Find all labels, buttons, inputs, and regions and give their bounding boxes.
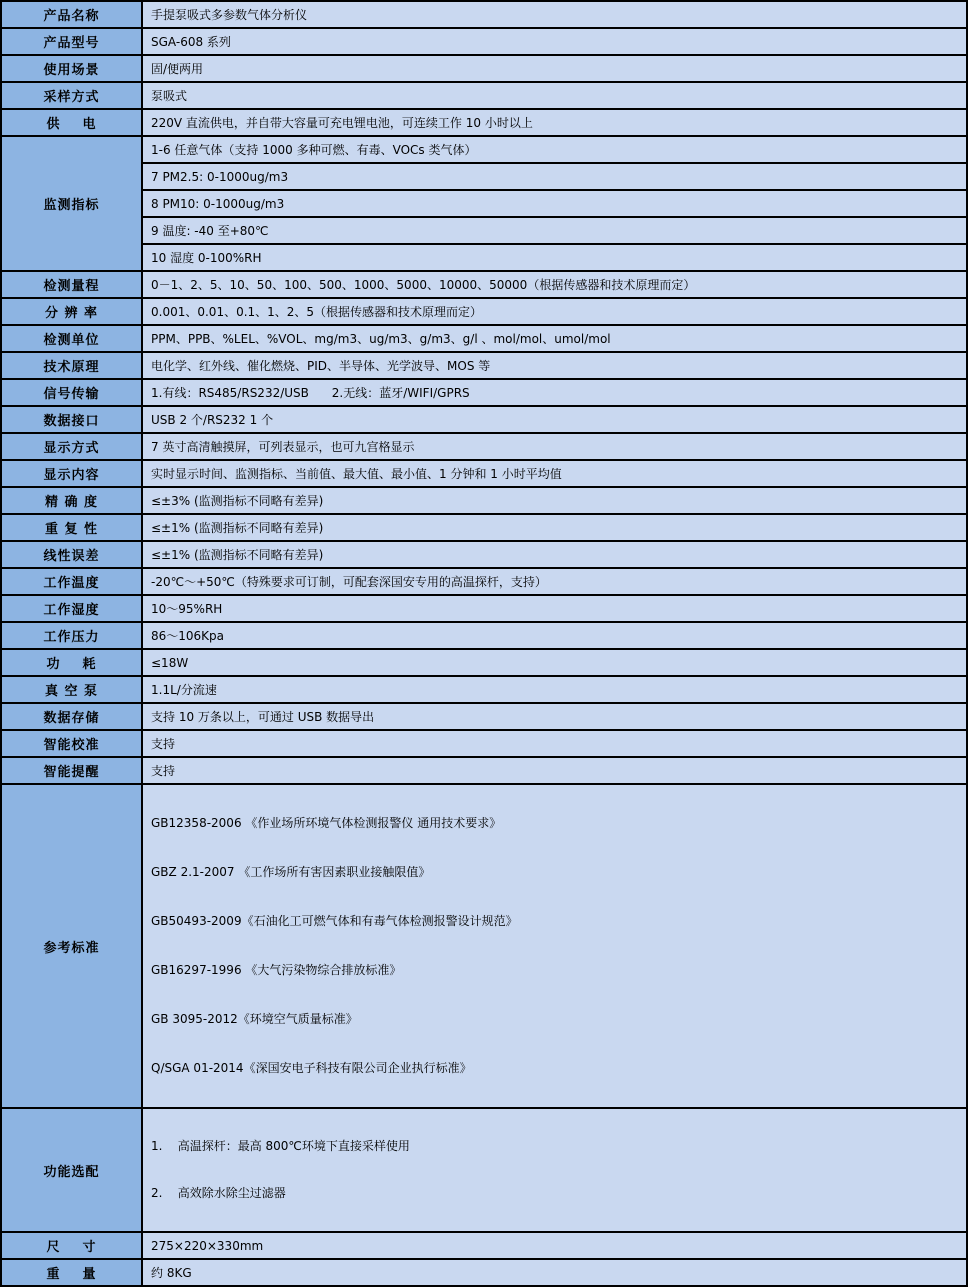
value-monitoring-indicator-4: 9 温度: -40 至+80℃ bbox=[142, 217, 967, 244]
row-usage-scenario bbox=[1, 55, 967, 82]
label-resolution: 分 辨 率 bbox=[1, 298, 142, 325]
reference-standard-2: GBZ 2.1-2007 《工作场所有害因素职业接触限值》 bbox=[151, 865, 431, 879]
label-repeatability: 重 复 性 bbox=[1, 514, 142, 541]
row-working-temperature bbox=[1, 568, 967, 595]
row-data-interface bbox=[1, 406, 967, 433]
label-smart-calibration: 智能校准 bbox=[1, 730, 142, 757]
row-monitoring-indicators bbox=[1, 136, 967, 163]
label-technical-principles: 技术原理 bbox=[1, 352, 142, 379]
row-display-mode bbox=[1, 433, 967, 460]
value-reference-standards bbox=[142, 784, 967, 1108]
row-accuracy bbox=[1, 487, 967, 514]
label-detection-range: 检测量程 bbox=[1, 271, 142, 298]
value-product-name: 手提泵吸式多参数气体分析仪 bbox=[142, 1, 967, 28]
label-power-consumption: 功 耗 bbox=[1, 649, 142, 676]
row-detection-units bbox=[1, 325, 967, 352]
value-monitoring-indicator-1: 1-6 任意气体（支持 1000 多种可燃、有毒、VOCs 类气体） bbox=[142, 136, 967, 163]
label-usage-scenario: 使用场景 bbox=[1, 55, 142, 82]
row-repeatability bbox=[1, 514, 967, 541]
label-smart-reminder: 智能提醒 bbox=[1, 757, 142, 784]
reference-standard-5: GB 3095-2012《环境空气质量标准》 bbox=[151, 1012, 358, 1026]
row-reference-standards bbox=[1, 784, 967, 1108]
value-monitoring-indicator-2: 7 PM2.5: 0-1000ug/m3 bbox=[142, 163, 967, 190]
row-vacuum-pump bbox=[1, 676, 967, 703]
row-data-storage bbox=[1, 703, 967, 730]
value-display-content: 实时显示时间、监测指标、当前值、最大值、最小值、1 分钟和 1 小时平均值 bbox=[142, 460, 967, 487]
value-smart-calibration: 支持 bbox=[142, 730, 967, 757]
row-display-content bbox=[1, 460, 967, 487]
value-display-mode: 7 英寸高清触摸屏，可列表显示，也可九宫格显示 bbox=[142, 433, 967, 460]
value-detection-range: 0－1、2、5、10、50、100、500、1000、5000、10000、50000（根据传感器和技术原理而定） bbox=[142, 271, 967, 298]
row-monitoring-indicator-3 bbox=[1, 190, 967, 217]
row-sampling-method bbox=[1, 82, 967, 109]
label-linearity-error: 线性误差 bbox=[1, 541, 142, 568]
label-optional-features: 功能选配 bbox=[1, 1108, 142, 1232]
value-dimensions: 275×220×330mm bbox=[142, 1232, 967, 1259]
row-working-humidity bbox=[1, 595, 967, 622]
value-monitoring-indicator-3: 8 PM10: 0-1000ug/m3 bbox=[142, 190, 967, 217]
label-data-storage: 数据存储 bbox=[1, 703, 142, 730]
value-working-humidity: 10～95%RH bbox=[142, 595, 967, 622]
row-technical-principles bbox=[1, 352, 967, 379]
row-smart-reminder bbox=[1, 757, 967, 784]
reference-standard-4: GB16297-1996 《大气污染物综合排放标准》 bbox=[151, 963, 402, 977]
value-detection-units: PPM、PPB、%LEL、%VOL、mg/m3、ug/m3、g/m3、g/l 、mol/mol、umol/mol bbox=[142, 325, 967, 352]
label-weight: 重 量 bbox=[1, 1259, 142, 1286]
label-product-model: 产品型号 bbox=[1, 28, 142, 55]
row-monitoring-indicator-5 bbox=[1, 244, 967, 271]
row-detection-range bbox=[1, 271, 967, 298]
label-working-temperature: 工作温度 bbox=[1, 568, 142, 595]
label-data-interface: 数据接口 bbox=[1, 406, 142, 433]
row-smart-calibration bbox=[1, 730, 967, 757]
row-working-pressure bbox=[1, 622, 967, 649]
label-reference-standards: 参考标准 bbox=[1, 784, 142, 1108]
value-technical-principles: 电化学、红外线、催化燃烧、PID、半导体、光学波导、MOS 等 bbox=[142, 352, 967, 379]
reference-standard-1: GB12358-2006 《作业场所环境气体检测报警仪 通用技术要求》 bbox=[151, 816, 502, 830]
value-vacuum-pump: 1.1L/分流速 bbox=[142, 676, 967, 703]
row-power-consumption bbox=[1, 649, 967, 676]
label-working-pressure: 工作压力 bbox=[1, 622, 142, 649]
value-working-pressure: 86～106Kpa bbox=[142, 622, 967, 649]
label-monitoring-indicators: 监测指标 bbox=[1, 136, 142, 271]
value-weight: 约 8KG bbox=[142, 1259, 967, 1286]
value-resolution: 0.001、0.01、0.1、1、2、5（根据传感器和技术原理而定） bbox=[142, 298, 967, 325]
reference-standard-6: Q/SGA 01-2014《深国安电子科技有限公司企业执行标准》 bbox=[151, 1061, 472, 1075]
row-product-name bbox=[1, 1, 967, 28]
reference-standard-3: GB50493-2009《石油化工可燃气体和有毒气体检测报警设计规范》 bbox=[151, 914, 518, 928]
label-accuracy: 精 确 度 bbox=[1, 487, 142, 514]
value-working-temperature: -20℃～+50℃（特殊要求可订制，可配套深国安专用的高温探杆，支持） bbox=[142, 568, 967, 595]
value-linearity-error: ≤±1% (监测指标不同略有差异) bbox=[142, 541, 967, 568]
row-power-supply bbox=[1, 109, 967, 136]
value-product-model: SGA-608 系列 bbox=[142, 28, 967, 55]
value-data-interface: USB 2 个/RS232 1 个 bbox=[142, 406, 967, 433]
label-working-humidity: 工作湿度 bbox=[1, 595, 142, 622]
row-linearity-error bbox=[1, 541, 967, 568]
row-resolution bbox=[1, 298, 967, 325]
row-signal-transmission bbox=[1, 379, 967, 406]
row-dimensions bbox=[1, 1232, 967, 1259]
label-dimensions: 尺 寸 bbox=[1, 1232, 142, 1259]
row-optional-features bbox=[1, 1108, 967, 1232]
label-display-mode: 显示方式 bbox=[1, 433, 142, 460]
value-power-consumption: ≤18W bbox=[142, 649, 967, 676]
optional-feature-2: 2. 高效除水除尘过滤器 bbox=[151, 1186, 286, 1200]
value-accuracy: ≤±3% (监测指标不同略有差异) bbox=[142, 487, 967, 514]
value-power-supply: 220V 直流供电，并自带大容量可充电锂电池，可连续工作 10 小时以上 bbox=[142, 109, 967, 136]
value-monitoring-indicator-5: 10 湿度 0-100%RH bbox=[142, 244, 967, 271]
optional-feature-1: 1. 高温探杆：最高 800℃环境下直接采样使用 bbox=[151, 1139, 410, 1153]
label-display-content: 显示内容 bbox=[1, 460, 142, 487]
row-weight bbox=[1, 1259, 967, 1286]
label-sampling-method: 采样方式 bbox=[1, 82, 142, 109]
value-signal-transmission: 1.有线：RS485/RS232/USB 2.无线：蓝牙/WIFI/GPRS bbox=[142, 379, 967, 406]
label-power-supply: 供 电 bbox=[1, 109, 142, 136]
value-sampling-method: 泵吸式 bbox=[142, 82, 967, 109]
value-data-storage: 支持 10 万条以上，可通过 USB 数据导出 bbox=[142, 703, 967, 730]
label-detection-units: 检测单位 bbox=[1, 325, 142, 352]
label-vacuum-pump: 真 空 泵 bbox=[1, 676, 142, 703]
row-monitoring-indicator-2 bbox=[1, 163, 967, 190]
value-usage-scenario: 固/便两用 bbox=[142, 55, 967, 82]
value-optional-features bbox=[142, 1108, 967, 1232]
label-signal-transmission: 信号传输 bbox=[1, 379, 142, 406]
row-product-model bbox=[1, 28, 967, 55]
row-monitoring-indicator-4 bbox=[1, 217, 967, 244]
value-smart-reminder: 支持 bbox=[142, 757, 967, 784]
value-repeatability: ≤±1% (监测指标不同略有差异) bbox=[142, 514, 967, 541]
label-product-name: 产品名称 bbox=[1, 1, 142, 28]
